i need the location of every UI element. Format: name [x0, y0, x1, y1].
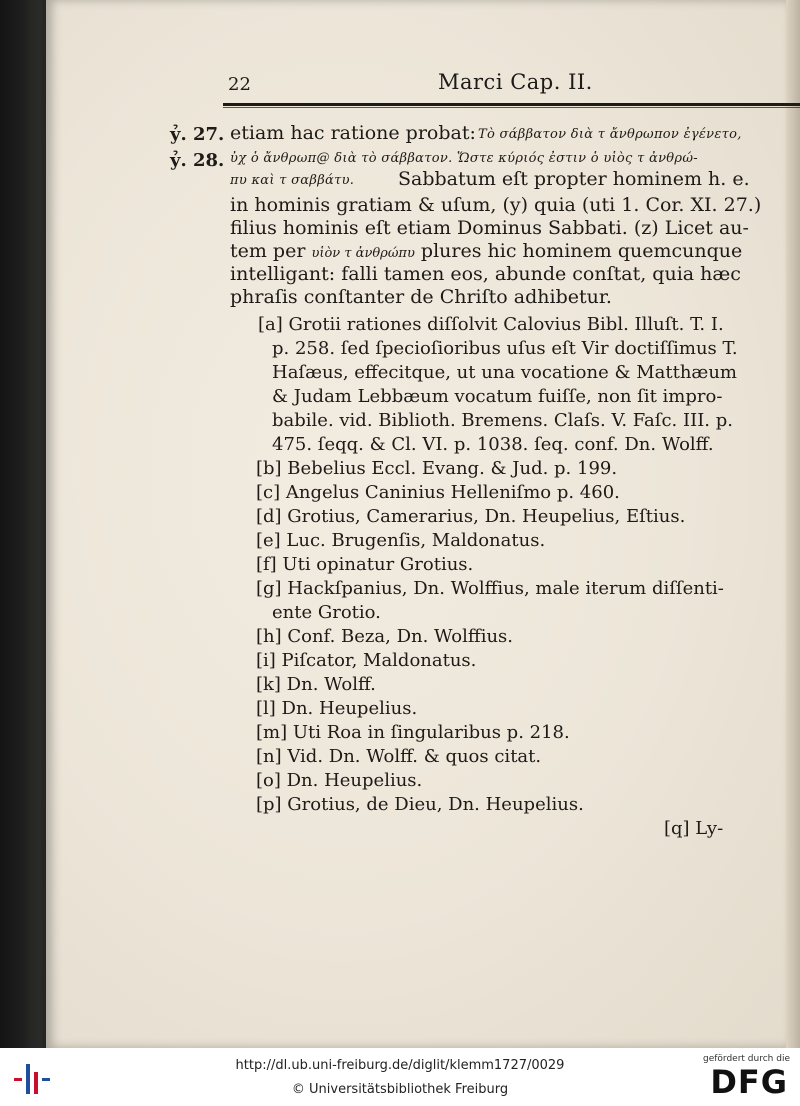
body-line: in hominis gratiam & uſum, (y) quia (uti 1. Cor. XI. 27.) [230, 194, 762, 216]
body-line: phraſis conſtanter de Chriſto adhibetur. [230, 286, 612, 308]
footnote-line: [c] Angelus Caninius Helleniſmo p. 460. [256, 482, 620, 503]
footnote-line: [h] Conf. Beza, Dn. Wolffius. [256, 626, 514, 647]
footnote-line: [n] Vid. Dn. Wolff. & quos citat. [256, 746, 542, 767]
footnote-line: ente Grotio. [272, 602, 381, 623]
footnote-line: [l] Dn. Heupelius. [256, 698, 418, 719]
footnote-line: [i] Piſcator, Maldonatus. [256, 650, 477, 671]
footnote-line: [f] Uti opinatur Grotius. [256, 554, 474, 575]
footnote-line: [d] Grotius, Camerarius, Dn. Heupelius, Eſtius. [256, 506, 686, 527]
footnote-line: [k] Dn. Wolff. [256, 674, 376, 695]
footnote-line: [b] Bebelius Eccl. Evang. & Jud. p. 199. [256, 458, 618, 479]
footnote-line: [m] Uti Roa in ſingularibus p. 218. [256, 722, 570, 743]
footnote-line: [o] Dn. Heupelius. [256, 770, 423, 791]
dfg-caption: gefördert durch die [703, 1054, 790, 1064]
body-line: etiam hac ratione probat: [230, 122, 476, 144]
footnote-line: [g] Hackſpanius, Dn. Wolffius, male iterum diſſenti- [256, 578, 724, 599]
footnote-line: [p] Grotius, de Dieu, Dn. Heupelius. [256, 794, 584, 815]
footnote-line: 475. ſeqq. & Cl. VI. p. 1038. ſeq. conf. Dn. Wolff. [272, 434, 714, 455]
body-line: filius hominis eſt etiam Dominus Sabbati. (z) Licet au- [230, 217, 749, 239]
verse-marker-27: ỷ. 27. [170, 124, 225, 145]
page-header [175, 66, 795, 106]
greek-line: Τὸ σάββατον διὰ τ ἄνθρωπον ἐγένετο, [478, 127, 742, 142]
header-rule-thin [223, 107, 800, 108]
body-line [230, 240, 742, 265]
next-page-edge [786, 0, 800, 1048]
footnote-line: [e] Luc. Brugenſis, Maldonatus. [256, 530, 546, 551]
greek-line: πυ καὶ τ σαββάτυ. [230, 173, 355, 188]
footnote-line: p. 258. ſed ſpecioſioribus uſus eſt Vir doctiſſimus T. [272, 338, 738, 359]
footnote-line: babile. vid. Biblioth. Bremens. Claſs. V. Faſc. III. p. [272, 410, 733, 431]
greek-line: ὐχ ὁ ἄνθρωπ@ διὰ τὸ σάββατον. Ὥστε κύριός ἐστιν ὁ υἱὸς τ ἀνθρώ- [230, 151, 698, 166]
footnote-line: [a] Grotii rationes diſſolvit Calovius Bibl. Illuſt. T. I. [258, 314, 724, 335]
body-line: intelligant: falli tamen eos, abunde conſtat, quia hæc [230, 263, 741, 285]
verse-marker-28: ỷ. 28. [170, 150, 225, 171]
body-text: plures hic hominem quemcunque [420, 240, 743, 262]
permalink-url[interactable]: http://dl.ub.uni-freiburg.de/diglit/klemm1727/0029 [235, 1058, 565, 1073]
body-line: Sabbatum eſt propter hominem h. e. [398, 168, 750, 190]
footnote-line: Haſæus, effecitque, ut una vocatione & Matthæum [272, 362, 738, 383]
catchword: [q] Ly- [664, 818, 724, 839]
greek-inline: υἱὸν τ ἀνθρώπυ [311, 246, 415, 261]
dfg-logo: DFG [710, 1063, 788, 1101]
copyright-notice: © Universitätsbibliothek Freiburg [291, 1082, 509, 1097]
header-rule [223, 103, 800, 106]
footnote-line: & Judam Lebbæum vocatum fuiſſe, non ſit impro- [272, 386, 723, 407]
running-title: Marci Cap. II. [438, 70, 593, 94]
page-number: 22 [228, 74, 251, 95]
body-text: tem per [230, 240, 306, 262]
viewer-footer [0, 1048, 800, 1106]
